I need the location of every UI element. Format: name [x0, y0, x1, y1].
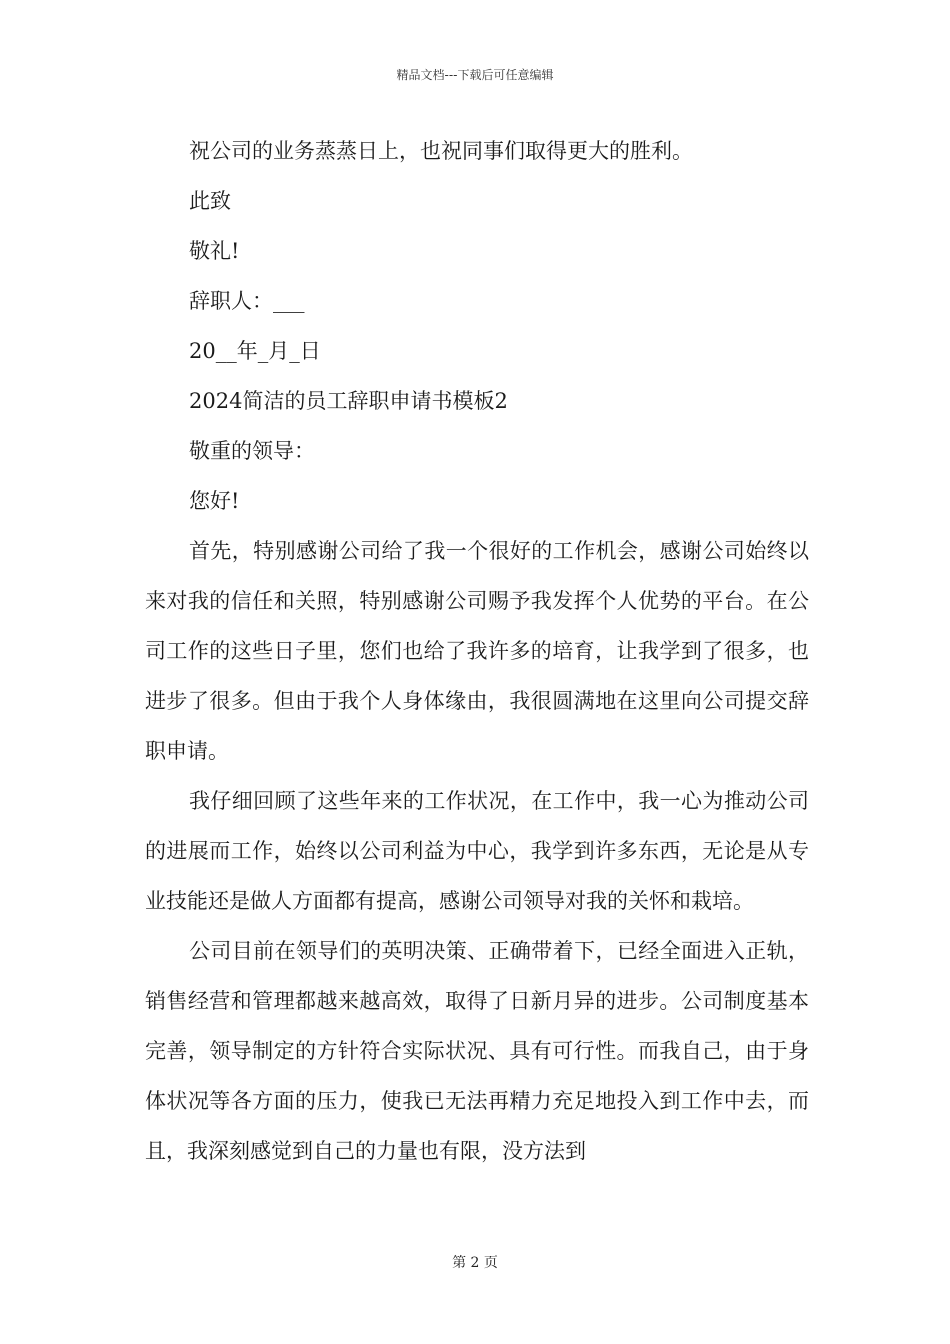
greeting: 您好!	[189, 489, 240, 513]
closing-jingli: 敬礼!	[189, 239, 240, 263]
closing-wish: 祝公司的业务蒸蒸日上，也祝同事们取得更大的胜利。	[189, 139, 693, 163]
page-header: 精品文档---下载后可任意编辑	[396, 68, 554, 82]
template-title: 2024简洁的员工辞职申请书模板2	[189, 389, 508, 413]
page-number: 第 2 页	[452, 1255, 498, 1271]
document-body	[145, 126, 809, 1176]
paragraph-1: 首先，特别感谢公司给了我一个很好的工作机会，感谢公司始终以来对我的信任和关照，特别感谢公司赐予我发挥个人优势的平台。在公司工作的这些日子里，您们也给了我许多的培育，让我学到了很多，也进步了很多。但由于我个人身体缘由，我很圆满地在这里向公司提交辞职申请。	[145, 539, 809, 763]
paragraph-2: 我仔细回顾了这些年来的工作状况，在工作中，我一心为推动公司的进展而工作，始终以公司利益为中心，我学到许多东西，无论是从专业技能还是做人方面都有提高，感谢公司领导对我的关怀和栽培。	[145, 789, 809, 913]
closing-cizhi: 此致	[189, 189, 231, 213]
paragraph-3: 公司目前在领导们的英明决策、正确带着下，已经全面进入正轨，销售经营和管理都越来越高效，取得了日新月异的进步。公司制度基本完善，领导制定的方针符合实际状况、具有可行性。而我自己，由于身体状况等各方面的压力，使我已无法再精力充足地投入到工作中去，而且，我深刻感觉到自己的力量也有限，没方法到	[145, 939, 809, 1163]
date-line: 20__年_月_日	[189, 339, 321, 363]
signer-line: 辞职人：___	[189, 289, 305, 313]
salutation: 敬重的领导：	[189, 439, 315, 463]
